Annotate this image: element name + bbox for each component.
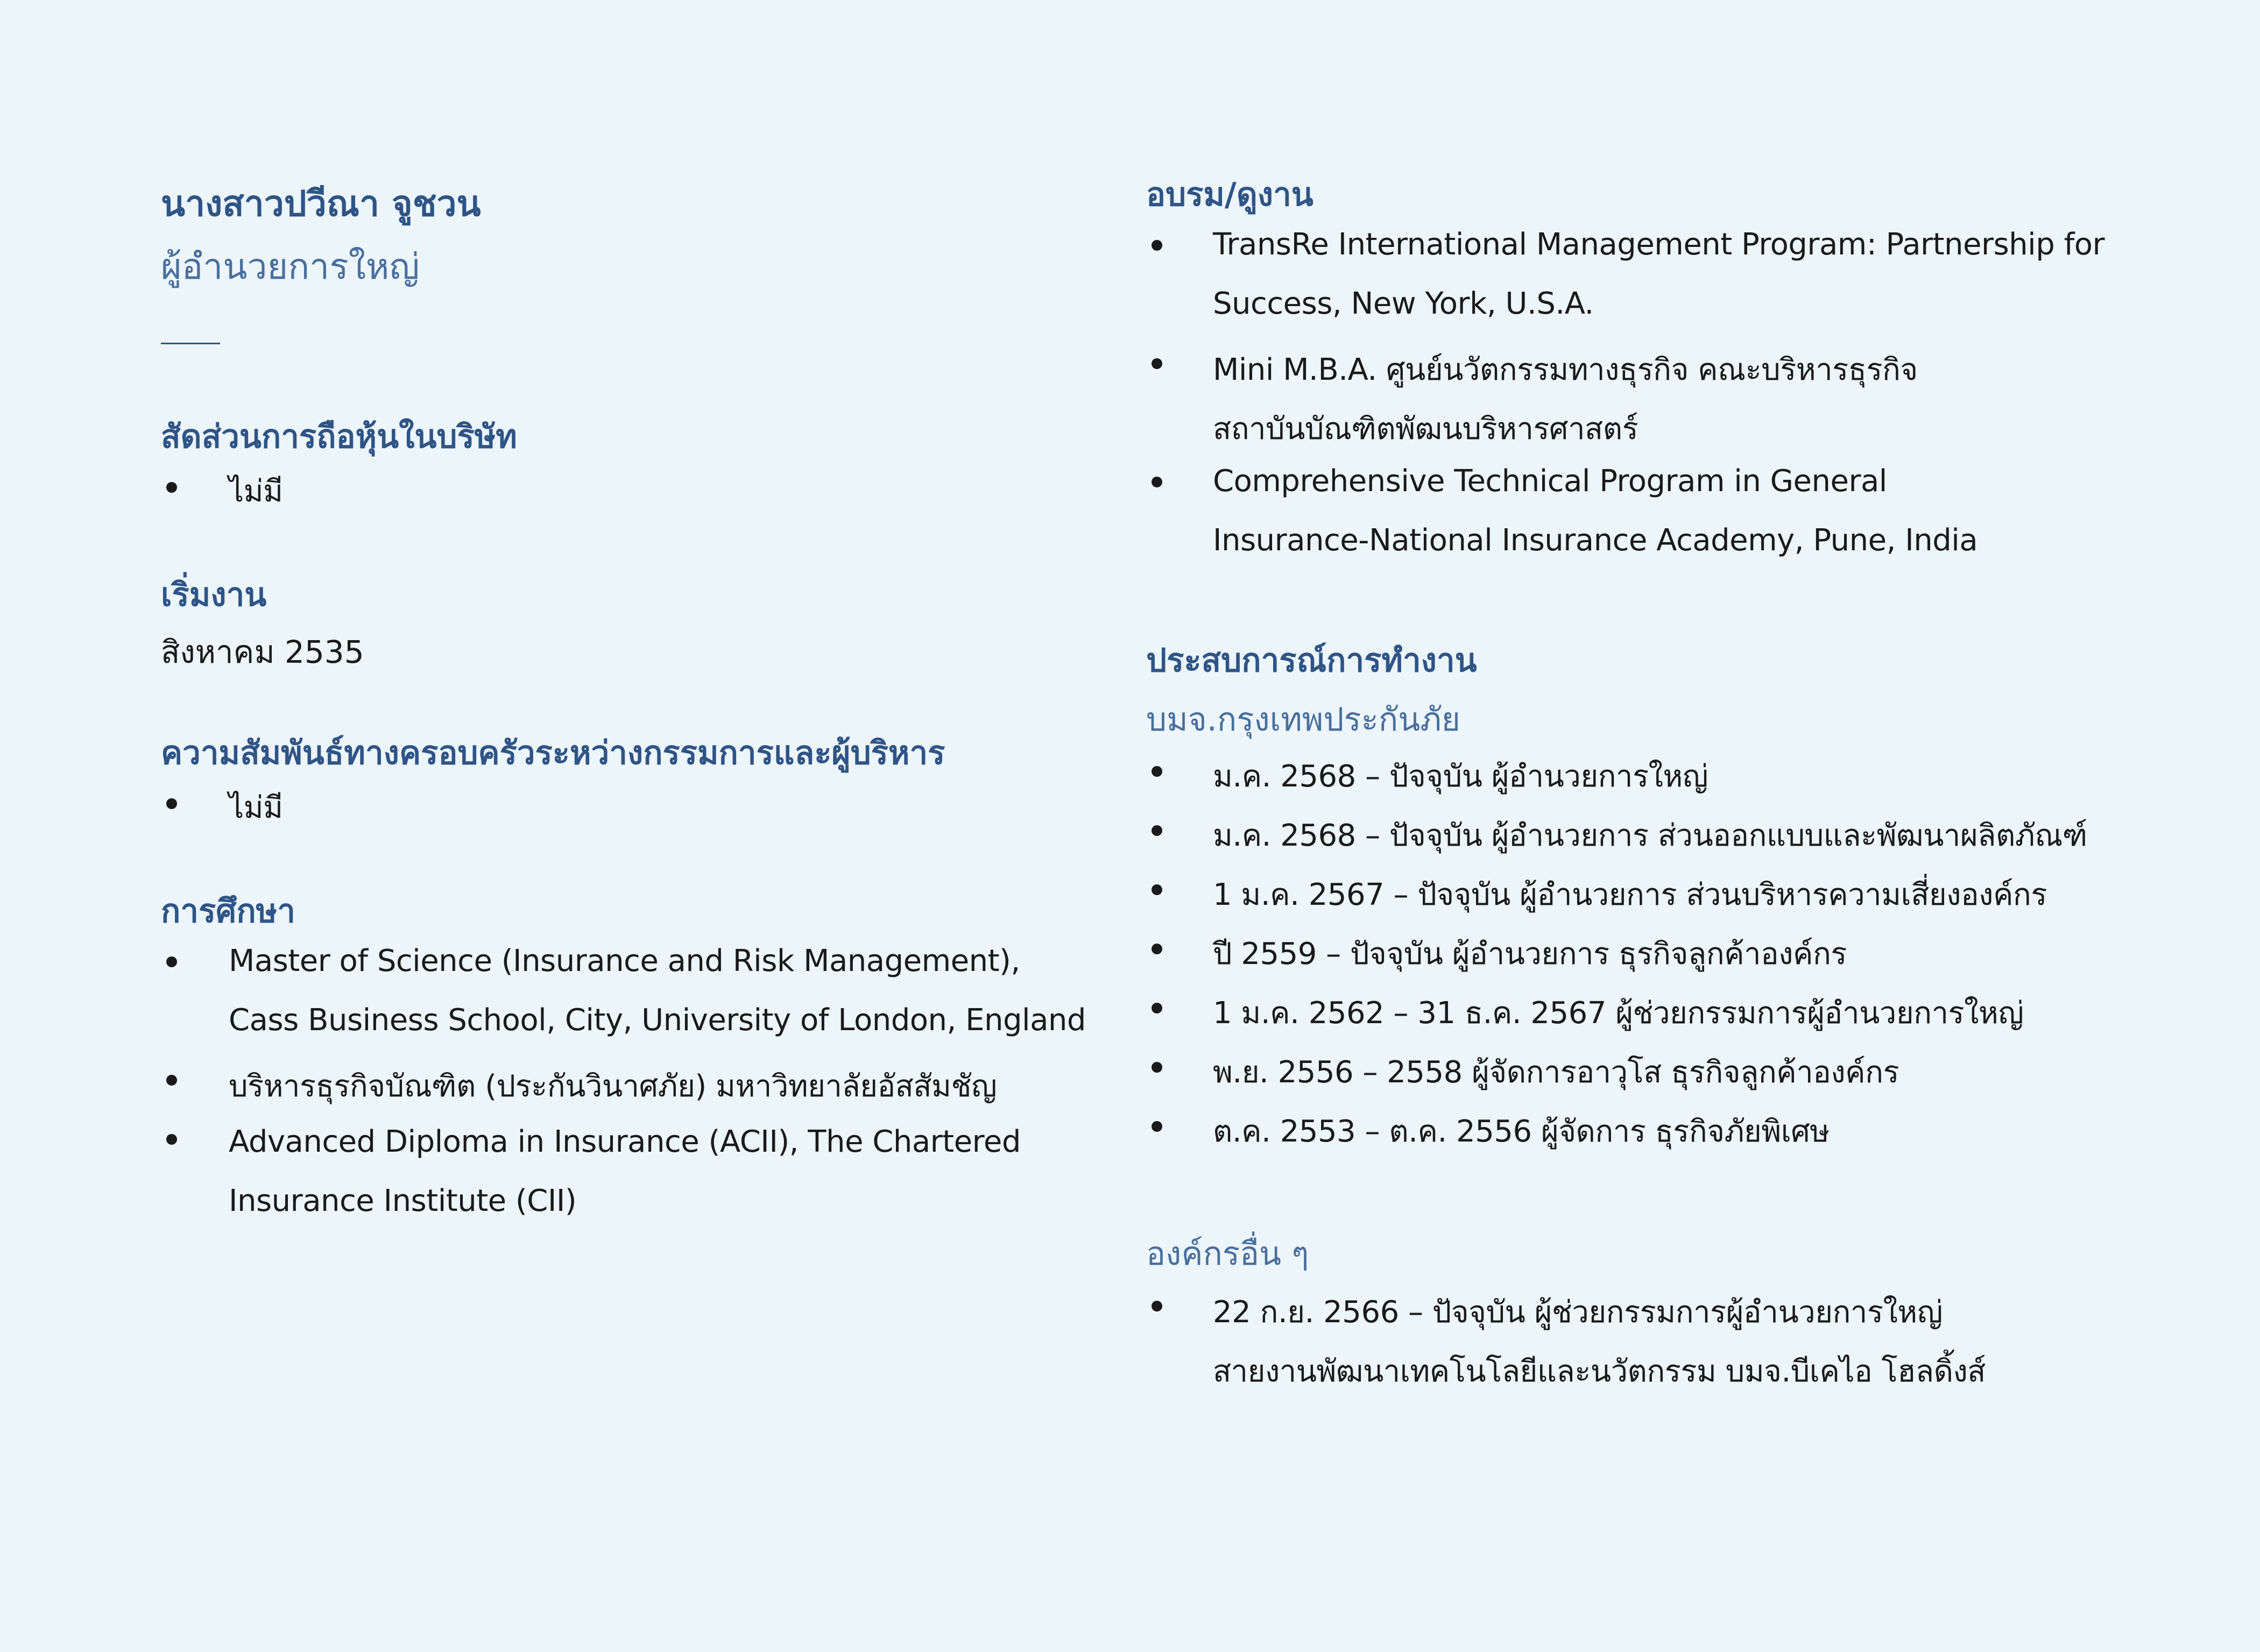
bullet-icon bbox=[166, 798, 177, 809]
list-item: ไม่มี bbox=[229, 474, 283, 509]
list-item-line: TransRe International Management Program: Partnership for bbox=[1213, 227, 2105, 262]
training-heading: อบรม/ดูงาน bbox=[1146, 176, 1313, 214]
bullet-icon bbox=[166, 482, 177, 493]
list-item-line: บริหารธุรกิจบัณฑิต (ประกันวินาศภัย) มหาวิทยาลัยอัสสัมชัญ bbox=[229, 1069, 997, 1104]
bullet-icon bbox=[1152, 358, 1162, 369]
bullet-icon bbox=[166, 1134, 177, 1145]
bullet-icon bbox=[1152, 1003, 1162, 1013]
list-item-line: สายงานพัฒนาเทคโนโลยีและนวัตกรรม บมจ.บีเคไอ โฮลดิ้งส์ bbox=[1213, 1354, 1986, 1389]
list-item-line: สถาบันบัณฑิตพัฒนบริหารศาสตร์ bbox=[1213, 412, 1638, 446]
bullet-icon bbox=[1152, 766, 1162, 777]
start-work-value: สิงหาคม 2535 bbox=[161, 634, 364, 670]
bullet-icon bbox=[1152, 1301, 1162, 1311]
list-item-line: Master of Science (Insurance and Risk Management), bbox=[229, 944, 1020, 979]
list-item-line: Insurance Institute (CII) bbox=[229, 1183, 577, 1218]
list-item: พ.ย. 2556 – 2558 ผู้จัดการอาวุโส ธุรกิจลูกค้าองค์กร bbox=[1213, 1055, 1899, 1090]
family-relation-heading: ความสัมพันธ์ทางครอบครัวระหว่างกรรมการและผู้บริหาร bbox=[161, 734, 945, 772]
other-orgs-heading: องค์กรอื่น ๆ bbox=[1146, 1235, 1309, 1273]
experience-heading: ประสบการณ์การทำงาน bbox=[1146, 642, 1477, 679]
list-item-line: Mini M.B.A. ศูนย์นวัตกรรมทางธุรกิจ คณะบริหารธุรกิจ bbox=[1213, 352, 1918, 387]
shareholding-heading: สัดส่วนการถือหุ้นในบริษัท bbox=[161, 418, 517, 456]
start-work-heading: เริ่มงาน bbox=[161, 576, 267, 614]
bullet-icon bbox=[1152, 944, 1162, 954]
list-item: 1 ม.ค. 2567 – ปัจจุบัน ผู้อำนวยการ ส่วนบริหารความเสี่ยงองค์กร bbox=[1213, 877, 2047, 912]
list-item: 1 ม.ค. 2562 – 31 ธ.ค. 2567 ผู้ช่วยกรรมการผู้อำนวยการใหญ่ bbox=[1213, 996, 2024, 1031]
person-position: ผู้อำนวยการใหญ่ bbox=[161, 246, 420, 287]
bullet-icon bbox=[1152, 1062, 1162, 1073]
list-item: ต.ค. 2553 – ต.ค. 2556 ผู้จัดการ ธุรกิจภัยพิเศษ bbox=[1213, 1114, 1830, 1149]
divider bbox=[161, 343, 220, 344]
list-item: ม.ค. 2568 – ปัจจุบัน ผู้อำนวยการใหญ่ bbox=[1213, 759, 1708, 794]
bullet-icon bbox=[1152, 825, 1162, 836]
list-item-line: Success, New York, U.S.A. bbox=[1213, 286, 1594, 321]
bullet-icon bbox=[1152, 884, 1162, 895]
list-item-line: Cass Business School, City, University of London, England bbox=[229, 1003, 1086, 1038]
list-item: ม.ค. 2568 – ปัจจุบัน ผู้อำนวยการ ส่วนออกแบบและพัฒนาผลิตภัณฑ์ bbox=[1213, 818, 2087, 853]
bullet-icon bbox=[1152, 477, 1162, 487]
bullet-icon bbox=[1152, 240, 1162, 251]
bullet-icon bbox=[166, 1075, 177, 1086]
person-name: นางสาวปวีณา จูชวน bbox=[161, 183, 481, 224]
list-item: ไม่มี bbox=[229, 790, 283, 825]
list-item: ปี 2559 – ปัจจุบัน ผู้อำนวยการ ธุรกิจลูกค้าองค์กร bbox=[1213, 937, 1847, 972]
list-item-line: Comprehensive Technical Program in General bbox=[1213, 464, 1887, 499]
list-item-line: Insurance-National Insurance Academy, Pune, India bbox=[1213, 523, 1978, 558]
company-name: บมจ.กรุงเทพประกันภัย bbox=[1146, 701, 1460, 739]
list-item-line: 22 ก.ย. 2566 – ปัจจุบัน ผู้ช่วยกรรมการผู้อำนวยการใหญ่ bbox=[1213, 1295, 1943, 1330]
education-heading: การศึกษา bbox=[161, 892, 295, 930]
bullet-icon bbox=[166, 956, 177, 967]
bullet-icon bbox=[1152, 1121, 1162, 1132]
list-item-line: Advanced Diploma in Insurance (ACII), The Chartered bbox=[229, 1124, 1021, 1159]
